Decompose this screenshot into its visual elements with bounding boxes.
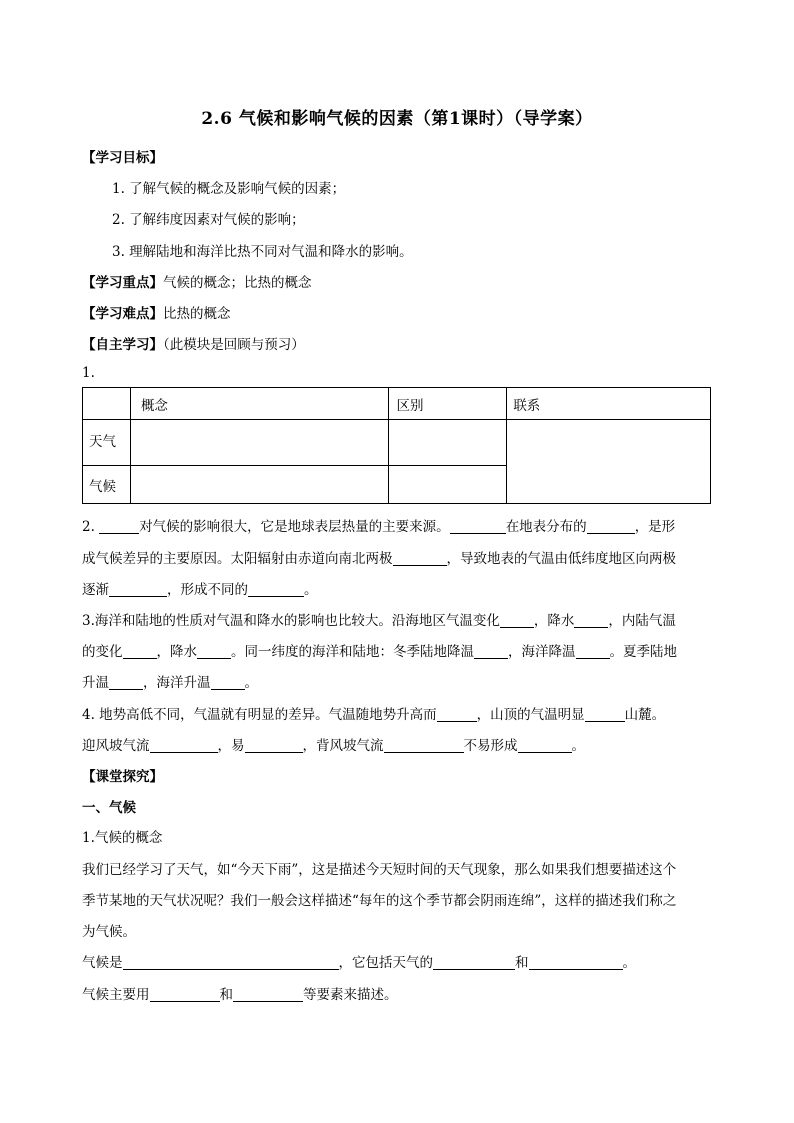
fill-text: 。 (622, 955, 636, 971)
table-header-cell: 区别 (388, 388, 507, 420)
self-study-text: （此模块是回顾与预习） (163, 337, 305, 353)
fill-text: ，它包括天气的 (338, 955, 433, 971)
q4-text: 山麓。 (624, 707, 666, 723)
q3-text: 升温 (82, 675, 109, 691)
answer-blank[interactable] (248, 582, 304, 597)
q4-line-2 (82, 734, 714, 754)
q2-text: 在地表分布的 (505, 519, 587, 535)
q1-number: 1. (82, 365, 95, 381)
q3-text: ，海洋降温 (508, 644, 576, 660)
explore-paragraph: 季节某地的天气状况呢？我们一般会这样描述“每年的这个季节都会阴雨连绵”，这样的描述我们称之 (82, 893, 677, 909)
objectives-heading: 【学习目标】 (82, 150, 163, 166)
q2-text: 对气候的影响很大，它是地球表层热量的主要来源。 (139, 519, 450, 535)
q2-text: ，是形 (634, 519, 676, 535)
q4-text: 不易形成 (463, 738, 518, 754)
table-header-cell: 联系 (507, 388, 711, 420)
answer-blank[interactable] (211, 675, 245, 690)
q2-text: 。 (304, 582, 318, 598)
explore-paragraph: 我们已经学习了天气，如“今天下雨”，这是描述今天短时间的天气现象，那么如果我们想要描述这个 (82, 862, 677, 878)
answer-blank[interactable] (123, 955, 339, 970)
section-heading: 一、气候 (82, 800, 136, 816)
answer-blank[interactable] (150, 987, 220, 1002)
q3-text: ，降水 (156, 644, 197, 660)
fill-text: 气候主要用 (82, 987, 150, 1003)
difficulty-line (82, 302, 231, 322)
answer-blank[interactable] (197, 644, 231, 659)
q4-text: 迎风坡气流 (82, 738, 150, 754)
answer-cell[interactable] (130, 466, 388, 504)
q2-text: ，形成不同的 (167, 582, 248, 598)
q4-text: 。 (571, 738, 585, 754)
answer-blank[interactable] (587, 519, 635, 534)
q3-text: 。 (244, 675, 258, 691)
answer-blank[interactable] (574, 613, 608, 628)
q4-text: 4. 地势高低不同，气温就有明显的差异。气温随地势升高而 (82, 707, 437, 723)
objective-item: 1. 了解气候的概念及影响气候的因素； (112, 181, 346, 197)
q3-text: 。同一纬度的海洋和陆地：冬季陆地降温 (231, 644, 474, 660)
q4-text: ，易 (217, 738, 245, 754)
answer-cell[interactable] (130, 420, 388, 466)
q3-text: ，降水 (533, 613, 575, 629)
answer-blank[interactable] (245, 738, 303, 753)
key-point-text: 气候的概念；比热的概念 (163, 275, 312, 291)
table-header-row (83, 388, 711, 420)
climate-elements-line (82, 983, 714, 1003)
q3-line-3 (82, 671, 714, 691)
q2-text: 2. (82, 519, 95, 535)
page-title: 2.6 气候和影响气候的因素（第1课时）（导学案） (201, 109, 593, 129)
answer-blank[interactable] (500, 613, 534, 628)
q2-line-1 (82, 515, 714, 535)
q4-text: ，背风坡气流 (302, 738, 384, 754)
q3-text: 。夏季陆地 (609, 644, 677, 660)
answer-blank[interactable] (450, 519, 506, 534)
q3-text: ，内陆气温 (608, 613, 676, 629)
answer-blank[interactable] (99, 519, 139, 534)
climate-definition-line (82, 951, 714, 971)
table-header-cell (83, 388, 131, 420)
objective-item: 3. 理解陆地和海洋比热不同对气温和降水的影响。 (112, 244, 413, 260)
answer-blank[interactable] (529, 955, 623, 970)
fill-text: 气候是 (82, 955, 123, 971)
answer-blank[interactable] (585, 707, 625, 722)
answer-blank[interactable] (518, 738, 572, 753)
q2-line-2 (82, 547, 714, 567)
q3-text: ，海洋升温 (143, 675, 211, 691)
answer-blank[interactable] (576, 644, 610, 659)
table-row (83, 420, 711, 466)
answer-blank[interactable] (433, 955, 515, 970)
q2-text: 成气候差异的主要原因。太阳辐射由赤道向南北两极 (82, 551, 393, 567)
self-study-label: 【自主学习】 (82, 337, 163, 353)
row-label-climate: 气候 (83, 466, 131, 504)
key-point-label: 【学习重点】 (82, 275, 163, 291)
q2-text: 逐渐 (82, 582, 109, 598)
q3-line-2 (82, 640, 714, 660)
explore-paragraph: 为气候。 (82, 924, 136, 940)
q4-line-1 (82, 703, 714, 723)
answer-cell[interactable] (388, 420, 507, 466)
q2-line-3 (82, 578, 714, 598)
key-point-line (82, 271, 312, 291)
weather-climate-table (82, 387, 711, 504)
answer-blank[interactable] (437, 707, 477, 722)
self-study-line (82, 333, 305, 353)
answer-blank[interactable] (150, 738, 218, 753)
difficulty-text: 比热的概念 (163, 306, 231, 322)
subsection-heading: 1.气候的概念 (82, 830, 163, 846)
fill-text: 和 (219, 987, 233, 1003)
q4-text: ，山顶的气温明显 (476, 707, 585, 723)
q2-text: ，导致地表的气温由低纬度地区向两极 (446, 551, 676, 567)
objective-item: 2. 了解纬度因素对气候的影响； (112, 212, 305, 228)
row-label-weather: 天气 (83, 420, 131, 466)
q3-line-1 (82, 609, 714, 629)
answer-blank[interactable] (109, 675, 143, 690)
answer-cell-link[interactable] (507, 420, 711, 504)
answer-cell[interactable] (388, 466, 507, 504)
q3-text: 3.海洋和陆地的性质对气温和降水的影响也比较大。沿海地区气温变化 (82, 613, 500, 629)
answer-blank[interactable] (384, 738, 464, 753)
fill-text: 和 (515, 955, 529, 971)
q3-text: 的变化 (82, 644, 123, 660)
table-header-cell: 概念 (130, 388, 388, 420)
answer-blank[interactable] (474, 644, 508, 659)
difficulty-label: 【学习难点】 (82, 306, 163, 322)
answer-blank[interactable] (393, 551, 447, 566)
answer-blank[interactable] (123, 644, 157, 659)
explore-heading: 【课堂探究】 (82, 769, 163, 785)
answer-blank[interactable] (233, 987, 303, 1002)
answer-blank[interactable] (109, 582, 167, 597)
fill-text: 等要素来描述。 (303, 987, 398, 1003)
